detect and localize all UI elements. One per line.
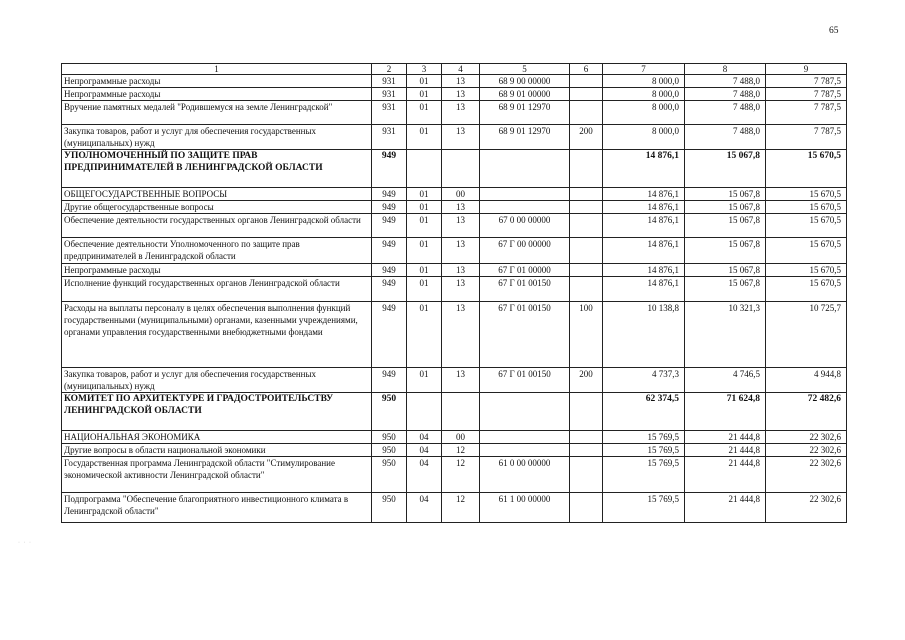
row-name-cell: Непрограммные расходы xyxy=(62,75,372,88)
section-cell: 04 xyxy=(407,457,442,493)
admin-code-cell: 949 xyxy=(372,264,407,277)
row-name-cell: Непрограммные расходы xyxy=(62,88,372,101)
target-article-cell: 61 1 00 00000 xyxy=(480,493,570,523)
subsection-cell: 13 xyxy=(442,214,480,238)
expense-type-cell xyxy=(570,444,603,457)
admin-code-cell: 949 xyxy=(372,302,407,368)
subsection-cell: 13 xyxy=(442,88,480,101)
amount-col7-cell: 14 876,1 xyxy=(603,264,685,277)
target-article-cell xyxy=(480,444,570,457)
expense-type-cell xyxy=(570,431,603,444)
header-cell: 9 xyxy=(766,64,847,75)
expense-type-cell xyxy=(570,457,603,493)
admin-code-cell: 950 xyxy=(372,457,407,493)
header-cell: 5 xyxy=(480,64,570,75)
row-name-cell: КОМИТЕТ ПО АРХИТЕКТУРЕ И ГРАДОСТРОИТЕЛЬСТВУ ЛЕНИНГРАДСКОЙ ОБЛАСТИ xyxy=(62,393,372,431)
table-row xyxy=(62,431,847,444)
subsection-cell: 12 xyxy=(442,457,480,493)
table-row xyxy=(62,393,847,431)
amount-col9-cell: 15 670,5 xyxy=(766,201,847,214)
expense-type-cell xyxy=(570,101,603,125)
row-name-cell: ОБЩЕГОСУДАРСТВЕННЫЕ ВОПРОСЫ xyxy=(62,188,372,201)
table-row xyxy=(62,188,847,201)
section-cell: 01 xyxy=(407,201,442,214)
amount-col9-cell: 10 725,7 xyxy=(766,302,847,368)
amount-col7-cell: 14 876,1 xyxy=(603,201,685,214)
amount-col8-cell: 21 444,8 xyxy=(685,431,766,444)
subsection-cell: 13 xyxy=(442,201,480,214)
table-row xyxy=(62,493,847,523)
header-row xyxy=(62,64,847,75)
subsection-cell: 12 xyxy=(442,444,480,457)
subsection-cell: 13 xyxy=(442,368,480,393)
expense-type-cell xyxy=(570,188,603,201)
target-article-cell: 67 Г 01 00000 xyxy=(480,264,570,277)
amount-col7-cell: 14 876,1 xyxy=(603,188,685,201)
amount-col8-cell: 15 067,8 xyxy=(685,188,766,201)
admin-code-cell: 931 xyxy=(372,88,407,101)
target-article-cell: 68 9 01 12970 xyxy=(480,101,570,125)
amount-col8-cell: 15 067,8 xyxy=(685,277,766,302)
header-cell: 6 xyxy=(570,64,603,75)
expense-type-cell: 200 xyxy=(570,368,603,393)
expense-type-cell: 100 xyxy=(570,302,603,368)
amount-col8-cell: 21 444,8 xyxy=(685,444,766,457)
amount-col9-cell: 15 670,5 xyxy=(766,277,847,302)
target-article-cell: 68 9 01 00000 xyxy=(480,88,570,101)
table-row xyxy=(62,302,847,368)
admin-code-cell: 949 xyxy=(372,277,407,302)
table-row xyxy=(62,238,847,264)
admin-code-cell: 931 xyxy=(372,75,407,88)
expense-type-cell xyxy=(570,88,603,101)
target-article-cell: 68 9 01 12970 xyxy=(480,125,570,150)
page-number: 65 xyxy=(829,26,839,36)
amount-col7-cell: 8 000,0 xyxy=(603,75,685,88)
amount-col9-cell: 22 302,6 xyxy=(766,444,847,457)
admin-code-cell: 950 xyxy=(372,393,407,431)
amount-col8-cell: 71 624,8 xyxy=(685,393,766,431)
amount-col7-cell: 15 769,5 xyxy=(603,431,685,444)
amount-col9-cell: 22 302,6 xyxy=(766,493,847,523)
expense-type-cell xyxy=(570,150,603,188)
budget-table xyxy=(61,63,847,523)
target-article-cell xyxy=(480,431,570,444)
amount-col7-cell: 14 876,1 xyxy=(603,150,685,188)
table-row xyxy=(62,75,847,88)
section-cell: 01 xyxy=(407,214,442,238)
header-cell: 3 xyxy=(407,64,442,75)
amount-col7-cell: 14 876,1 xyxy=(603,214,685,238)
amount-col8-cell: 10 321,3 xyxy=(685,302,766,368)
amount-col9-cell: 7 787,5 xyxy=(766,75,847,88)
section-cell: 01 xyxy=(407,188,442,201)
section-cell: 04 xyxy=(407,431,442,444)
section-cell: 01 xyxy=(407,101,442,125)
amount-col9-cell: 7 787,5 xyxy=(766,101,847,125)
target-article-cell: 67 0 00 00000 xyxy=(480,214,570,238)
table-row xyxy=(62,201,847,214)
subsection-cell: 13 xyxy=(442,264,480,277)
row-name-cell: Обеспечение деятельности государственных органов Ленинградской области xyxy=(62,214,372,238)
section-cell: 01 xyxy=(407,277,442,302)
subsection-cell xyxy=(442,150,480,188)
amount-col8-cell: 21 444,8 xyxy=(685,457,766,493)
header-cell: 8 xyxy=(685,64,766,75)
section-cell: 01 xyxy=(407,264,442,277)
target-article-cell xyxy=(480,188,570,201)
row-name-cell: Закупка товаров, работ и услуг для обеспечения государственных (муниципальных) нужд xyxy=(62,368,372,393)
row-name-cell: Исполнение функций государственных органов Ленинградской области xyxy=(62,277,372,302)
admin-code-cell: 950 xyxy=(372,493,407,523)
section-cell: 01 xyxy=(407,238,442,264)
amount-col8-cell: 7 488,0 xyxy=(685,88,766,101)
amount-col9-cell: 15 670,5 xyxy=(766,238,847,264)
amount-col8-cell: 21 444,8 xyxy=(685,493,766,523)
subsection-cell: 13 xyxy=(442,277,480,302)
expense-type-cell xyxy=(570,201,603,214)
target-article-cell: 67 Г 01 00150 xyxy=(480,368,570,393)
section-cell: 01 xyxy=(407,302,442,368)
amount-col8-cell: 15 067,8 xyxy=(685,214,766,238)
expense-type-cell xyxy=(570,214,603,238)
row-name-cell: Непрограммные расходы xyxy=(62,264,372,277)
subsection-cell: 13 xyxy=(442,125,480,150)
row-name-cell: УПОЛНОМОЧЕННЫЙ ПО ЗАЩИТЕ ПРАВ ПРЕДПРИНИМАТЕЛЕЙ В ЛЕНИНГРАДСКОЙ ОБЛАСТИ xyxy=(62,150,372,188)
expense-type-cell xyxy=(570,277,603,302)
admin-code-cell: 949 xyxy=(372,368,407,393)
table-row xyxy=(62,264,847,277)
amount-col9-cell: 15 670,5 xyxy=(766,188,847,201)
subsection-cell: 00 xyxy=(442,188,480,201)
row-name-cell: НАЦИОНАЛЬНАЯ ЭКОНОМИКА xyxy=(62,431,372,444)
row-name-cell: Другие общегосударственные вопросы xyxy=(62,201,372,214)
target-article-cell: 68 9 00 00000 xyxy=(480,75,570,88)
scan-margin-marks: · · · xyxy=(18,540,32,546)
subsection-cell: 00 xyxy=(442,431,480,444)
subsection-cell xyxy=(442,393,480,431)
row-name-cell: Вручение памятных медалей "Родившемуся на земле Ленинградской" xyxy=(62,101,372,125)
admin-code-cell: 931 xyxy=(372,125,407,150)
admin-code-cell: 950 xyxy=(372,431,407,444)
admin-code-cell: 949 xyxy=(372,201,407,214)
admin-code-cell: 950 xyxy=(372,444,407,457)
amount-col7-cell: 15 769,5 xyxy=(603,457,685,493)
amount-col7-cell: 8 000,0 xyxy=(603,125,685,150)
amount-col7-cell: 14 876,1 xyxy=(603,277,685,302)
row-name-cell: Обеспечение деятельности Уполномоченного по защите прав предпринимателей в Ленинградской области xyxy=(62,238,372,264)
amount-col9-cell: 15 670,5 xyxy=(766,150,847,188)
section-cell: 01 xyxy=(407,75,442,88)
amount-col9-cell: 22 302,6 xyxy=(766,431,847,444)
section-cell: 01 xyxy=(407,368,442,393)
section-cell xyxy=(407,150,442,188)
amount-col8-cell: 4 746,5 xyxy=(685,368,766,393)
target-article-cell: 67 Г 01 00150 xyxy=(480,277,570,302)
target-article-cell xyxy=(480,150,570,188)
amount-col7-cell: 15 769,5 xyxy=(603,493,685,523)
amount-col8-cell: 7 488,0 xyxy=(685,125,766,150)
table-row xyxy=(62,125,847,150)
amount-col7-cell: 4 737,3 xyxy=(603,368,685,393)
row-name-cell: Другие вопросы в области национальной экономики xyxy=(62,444,372,457)
subsection-cell: 13 xyxy=(442,302,480,368)
expense-type-cell xyxy=(570,493,603,523)
row-name-cell: Закупка товаров, работ и услуг для обеспечения государственных (муниципальных) нужд xyxy=(62,125,372,150)
amount-col7-cell: 14 876,1 xyxy=(603,238,685,264)
target-article-cell: 67 Г 01 00150 xyxy=(480,302,570,368)
admin-code-cell: 949 xyxy=(372,150,407,188)
expense-type-cell xyxy=(570,75,603,88)
subsection-cell: 13 xyxy=(442,101,480,125)
amount-col7-cell: 62 374,5 xyxy=(603,393,685,431)
section-cell: 04 xyxy=(407,444,442,457)
target-article-cell: 67 Г 00 00000 xyxy=(480,238,570,264)
amount-col7-cell: 8 000,0 xyxy=(603,101,685,125)
subsection-cell: 13 xyxy=(442,238,480,264)
admin-code-cell: 949 xyxy=(372,214,407,238)
amount-col7-cell: 15 769,5 xyxy=(603,444,685,457)
section-cell: 01 xyxy=(407,125,442,150)
amount-col8-cell: 15 067,8 xyxy=(685,238,766,264)
header-cell: 2 xyxy=(372,64,407,75)
row-name-cell: Государственная программа Ленинградской области "Стимулирование экономической активности Ленинградской области" xyxy=(62,457,372,493)
subsection-cell: 12 xyxy=(442,493,480,523)
table-row xyxy=(62,277,847,302)
expense-type-cell xyxy=(570,264,603,277)
amount-col8-cell: 15 067,8 xyxy=(685,201,766,214)
table-row xyxy=(62,101,847,125)
row-name-cell: Расходы на выплаты персоналу в целях обеспечения выполнения функций государственными (муниципальными) органами, казенными учреждениями, органами управления государственными внебюджетными фондами xyxy=(62,302,372,368)
table-row xyxy=(62,444,847,457)
table-row xyxy=(62,88,847,101)
section-cell: 04 xyxy=(407,493,442,523)
amount-col9-cell: 15 670,5 xyxy=(766,264,847,277)
row-name-cell: Подпрограмма "Обеспечение благоприятного инвестиционного климата в Ленинградской области" xyxy=(62,493,372,523)
table-row xyxy=(62,457,847,493)
amount-col7-cell: 10 138,8 xyxy=(603,302,685,368)
amount-col7-cell: 8 000,0 xyxy=(603,88,685,101)
admin-code-cell: 931 xyxy=(372,101,407,125)
expense-type-cell xyxy=(570,238,603,264)
amount-col8-cell: 15 067,8 xyxy=(685,264,766,277)
header-cell: 7 xyxy=(603,64,685,75)
amount-col9-cell: 72 482,6 xyxy=(766,393,847,431)
header-cell: 4 xyxy=(442,64,480,75)
section-cell xyxy=(407,393,442,431)
target-article-cell xyxy=(480,393,570,431)
amount-col9-cell: 22 302,6 xyxy=(766,457,847,493)
admin-code-cell: 949 xyxy=(372,238,407,264)
amount-col8-cell: 7 488,0 xyxy=(685,75,766,88)
header-cell: 1 xyxy=(62,64,372,75)
table-row xyxy=(62,214,847,238)
target-article-cell xyxy=(480,201,570,214)
amount-col8-cell: 15 067,8 xyxy=(685,150,766,188)
table-row xyxy=(62,150,847,188)
amount-col8-cell: 7 488,0 xyxy=(685,101,766,125)
amount-col9-cell: 15 670,5 xyxy=(766,214,847,238)
section-cell: 01 xyxy=(407,88,442,101)
admin-code-cell: 949 xyxy=(372,188,407,201)
expense-type-cell: 200 xyxy=(570,125,603,150)
amount-col9-cell: 7 787,5 xyxy=(766,88,847,101)
subsection-cell: 13 xyxy=(442,75,480,88)
amount-col9-cell: 4 944,8 xyxy=(766,368,847,393)
target-article-cell: 61 0 00 00000 xyxy=(480,457,570,493)
table-row xyxy=(62,368,847,393)
amount-col9-cell: 7 787,5 xyxy=(766,125,847,150)
expense-type-cell xyxy=(570,393,603,431)
